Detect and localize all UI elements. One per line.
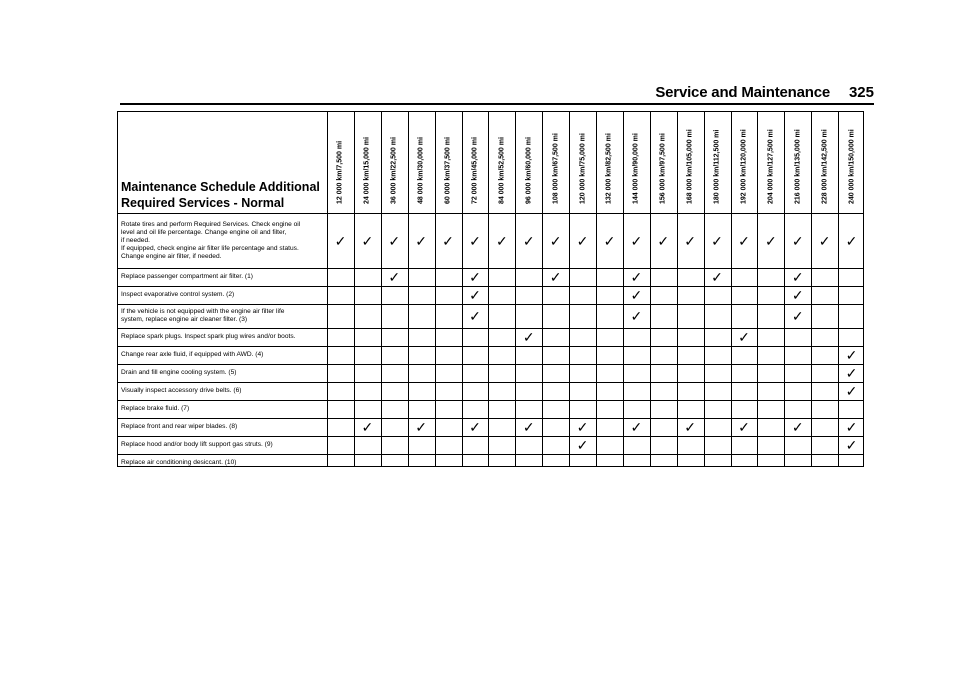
check-mark-icon: ✓	[576, 437, 589, 453]
header-divider	[118, 213, 863, 214]
check-mark-icon: ✓	[845, 365, 858, 381]
column-header-label: 228 000 km/142,500 mi	[821, 129, 829, 204]
page-number: 325	[848, 84, 874, 101]
check-mark-icon: ✓	[845, 383, 858, 399]
check-mark-icon: ✓	[522, 329, 535, 345]
check-mark-icon: ✓	[845, 419, 858, 435]
column-header	[327, 114, 354, 211]
check-mark-icon: ✓	[469, 419, 481, 435]
row-divider	[118, 454, 863, 455]
check-mark-icon: ✓	[684, 232, 696, 249]
check-mark-icon: ✓	[388, 269, 401, 285]
check-mark-icon: ✓	[549, 232, 562, 249]
check-mark-icon: ✓	[630, 269, 643, 285]
column-header	[435, 114, 462, 211]
row-divider	[118, 346, 863, 347]
check-mark-icon: ✓	[711, 269, 723, 285]
check-mark-icon: ✓	[415, 419, 427, 435]
row-divider	[118, 436, 863, 437]
column-header	[488, 114, 515, 211]
row-label: If the vehicle is not equipped with the engine air filter life system, replace engine air cleaner filter. (3)	[121, 308, 285, 323]
check-mark-icon: ✓	[495, 232, 508, 249]
column-header-label: 84 000 km/52,500 mi	[498, 137, 506, 204]
check-mark-icon: ✓	[630, 308, 643, 324]
check-mark-icon: ✓	[630, 287, 643, 303]
row-divider	[118, 286, 863, 287]
column-header-label: 108 000 km/67,500 mi	[552, 133, 560, 204]
check-mark-icon: ✓	[845, 232, 858, 249]
check-mark-icon: ✓	[657, 232, 670, 249]
check-mark-icon: ✓	[791, 232, 804, 249]
check-mark-icon: ✓	[818, 232, 831, 249]
column-header	[515, 114, 542, 211]
check-mark-icon: ✓	[469, 287, 481, 303]
row-label: Replace air conditioning desiccant. (10)	[121, 459, 237, 466]
row-label: Replace passenger compartment air filter. (1)	[121, 273, 253, 280]
check-mark-icon: ✓	[738, 419, 750, 435]
row-divider	[118, 304, 863, 305]
row-label: Drain and fill engine cooling system. (5)	[121, 369, 237, 376]
column-header-label: 96 000 km/60,000 mi	[525, 137, 533, 204]
row-divider	[118, 268, 863, 269]
column-header	[757, 114, 784, 211]
check-mark-icon: ✓	[764, 232, 777, 249]
check-mark-icon: ✓	[522, 232, 535, 249]
check-mark-icon: ✓	[791, 419, 804, 435]
column-header	[731, 114, 758, 211]
row-divider	[118, 382, 863, 383]
row-label: Change rear axle fluid, if equipped with AWD. (4)	[121, 351, 264, 358]
section-title: Service and Maintenance	[655, 84, 830, 101]
column-header-label: 12 000 km/7,500 mi	[336, 140, 344, 204]
column-header-label: 48 000 km/30,000 mi	[417, 137, 425, 204]
check-mark-icon: ✓	[576, 419, 589, 435]
row-label: Rotate tires and perform Required Services. Check engine oil level and oil life percentage. Change engine oil and filter, if needed. If equipped, check engine air filter life percentage and status. Change engine air filter, if needed.	[121, 220, 301, 260]
check-mark-icon: ✓	[469, 308, 481, 324]
row-divider	[118, 364, 863, 365]
column-header	[623, 114, 650, 211]
check-mark-icon: ✓	[630, 419, 643, 435]
row-divider	[118, 328, 863, 329]
column-header-label: 192 000 km/120,000 mi	[740, 129, 748, 204]
check-mark-icon: ✓	[791, 269, 804, 285]
column-header-label: 120 000 km/75,000 mi	[579, 133, 587, 204]
row-divider	[118, 418, 863, 419]
column-header	[596, 114, 623, 211]
column-header-label: 168 000 km/105,000 mi	[686, 129, 694, 204]
check-mark-icon: ✓	[549, 269, 562, 285]
check-mark-icon: ✓	[603, 232, 616, 249]
row-divider	[118, 400, 863, 401]
row-label: Inspect evaporative control system. (2)	[121, 291, 235, 298]
column-header	[838, 114, 865, 211]
column-header-label: 144 000 km/90,000 mi	[632, 133, 640, 204]
check-mark-icon: ✓	[738, 329, 750, 345]
check-mark-icon: ✓	[845, 437, 858, 453]
check-mark-icon: ✓	[845, 347, 858, 363]
check-mark-icon: ✓	[576, 232, 589, 249]
check-mark-icon: ✓	[415, 232, 427, 249]
column-header	[542, 114, 569, 211]
column-header	[569, 114, 596, 211]
table-title: Maintenance Schedule Additional Required Services - Normal	[121, 180, 320, 210]
check-mark-icon: ✓	[791, 287, 804, 303]
column-header	[408, 114, 435, 211]
column-header-label: 132 000 km/82,500 mi	[605, 133, 613, 204]
check-mark-icon: ✓	[684, 419, 696, 435]
check-mark-icon: ✓	[522, 419, 535, 435]
check-mark-icon: ✓	[334, 232, 347, 249]
column-header-label: 72 000 km/45,000 mi	[471, 137, 479, 204]
column-header-label: 36 000 km/22,500 mi	[390, 137, 398, 204]
header-rule	[120, 103, 874, 105]
check-mark-icon: ✓	[361, 419, 374, 435]
column-header-label: 24 000 km/15,000 mi	[363, 137, 371, 204]
column-header-label: 240 000 km/150,000 mi	[848, 129, 856, 204]
column-header-label: 216 000 km/135,000 mi	[794, 129, 802, 204]
column-header	[381, 114, 408, 211]
check-mark-icon: ✓	[442, 232, 454, 249]
row-label: Visually inspect accessory drive belts. (6)	[121, 387, 242, 394]
check-mark-icon: ✓	[738, 232, 750, 249]
column-header	[677, 114, 704, 211]
check-mark-icon: ✓	[469, 232, 481, 249]
row-label: Replace hood and/or body lift support gas struts. (9)	[121, 441, 273, 448]
column-header-label: 156 000 km/97,500 mi	[659, 133, 667, 204]
check-mark-icon: ✓	[388, 232, 401, 249]
column-header-label: 60 000 km/37,500 mi	[444, 137, 452, 204]
check-mark-icon: ✓	[469, 269, 481, 285]
row-label: Replace brake fluid. (7)	[121, 405, 190, 412]
column-header	[704, 114, 731, 211]
column-header	[462, 114, 489, 211]
column-header	[354, 114, 381, 211]
column-header-label: 204 000 km/127,500 mi	[767, 129, 775, 204]
check-mark-icon: ✓	[630, 232, 643, 249]
check-mark-icon: ✓	[711, 232, 723, 249]
column-header	[650, 114, 677, 211]
column-header	[784, 114, 811, 211]
maintenance-schedule-table	[117, 111, 864, 467]
check-mark-icon: ✓	[361, 232, 374, 249]
check-mark-icon: ✓	[791, 308, 804, 324]
column-header	[811, 114, 838, 211]
row-label: Replace front and rear wiper blades. (8)	[121, 423, 238, 430]
row-label: Replace spark plugs. Inspect spark plug wires and/or boots.	[121, 333, 296, 340]
column-header-label: 180 000 km/112,500 mi	[713, 129, 721, 204]
